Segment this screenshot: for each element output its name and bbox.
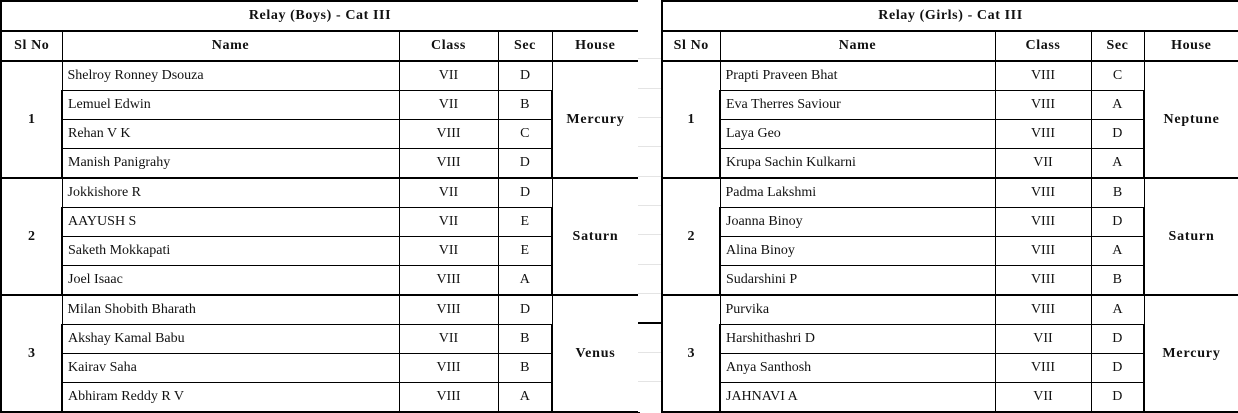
class-cell: VIII xyxy=(399,383,498,413)
gap-rule xyxy=(638,176,661,177)
col-header-house: House xyxy=(552,31,639,61)
name-cell: Padma Lakshmi xyxy=(720,178,995,208)
sec-cell: D xyxy=(1091,354,1144,383)
name-cell: Krupa Sachin Kulkarni xyxy=(720,149,995,179)
class-cell: VII xyxy=(399,61,498,91)
col-header-name: Name xyxy=(720,31,995,61)
name-cell: Prapti Praveen Bhat xyxy=(720,61,995,91)
girls-relay-table xyxy=(661,0,1238,413)
house-cell: Saturn xyxy=(1144,178,1238,295)
class-cell: VII xyxy=(995,325,1091,354)
sl-no-cell: 2 xyxy=(1,178,62,295)
gap-rule xyxy=(638,234,661,235)
class-cell: VIII xyxy=(399,295,498,325)
house-cell: Neptune xyxy=(1144,61,1238,178)
table-row xyxy=(1,91,639,120)
class-cell: VIII xyxy=(995,208,1091,237)
name-cell: Manish Panigrahy xyxy=(62,149,399,179)
house-cell: Mercury xyxy=(552,61,639,178)
table-row xyxy=(1,295,639,325)
col-header-class: Class xyxy=(399,31,498,61)
class-cell: VII xyxy=(399,208,498,237)
sl-no-cell: 2 xyxy=(662,178,720,295)
table-row xyxy=(1,354,639,383)
class-cell: VIII xyxy=(399,120,498,149)
sec-cell: D xyxy=(498,178,552,208)
name-cell: Harshithashri D xyxy=(720,325,995,354)
gap-rule xyxy=(638,146,661,147)
class-cell: VIII xyxy=(995,354,1091,383)
sec-cell: A xyxy=(1091,91,1144,120)
name-cell: Anya Santhosh xyxy=(720,354,995,383)
class-cell: VII xyxy=(995,149,1091,179)
table-row xyxy=(662,178,1238,208)
name-cell: Shelroy Ronney Dsouza xyxy=(62,61,399,91)
name-cell: Laya Geo xyxy=(720,120,995,149)
name-cell: Joel Isaac xyxy=(62,266,399,296)
table-gap xyxy=(638,0,661,412)
class-cell: VIII xyxy=(995,178,1091,208)
name-cell: Alina Binoy xyxy=(720,237,995,266)
table-row xyxy=(1,325,639,354)
gap-rule xyxy=(638,264,661,265)
table-row xyxy=(1,178,639,208)
sec-cell: A xyxy=(1091,149,1144,179)
class-cell: VIII xyxy=(995,237,1091,266)
name-cell: Saketh Mokkapati xyxy=(62,237,399,266)
gap-rule xyxy=(638,205,661,206)
sec-cell: A xyxy=(1091,237,1144,266)
table-row xyxy=(1,61,639,91)
sl-no-cell: 3 xyxy=(1,295,62,412)
sec-cell: C xyxy=(1091,61,1144,91)
gap-rule xyxy=(638,58,661,59)
sec-cell: D xyxy=(498,61,552,91)
name-cell: Rehan V K xyxy=(62,120,399,149)
table-row xyxy=(662,295,1238,325)
col-header-sl-no: Sl No xyxy=(1,31,62,61)
name-cell: Purvika xyxy=(720,295,995,325)
sl-no-cell: 1 xyxy=(662,61,720,178)
girls-table-title: Relay (Girls) - Cat III xyxy=(662,1,1238,31)
class-cell: VII xyxy=(399,178,498,208)
name-cell: Lemuel Edwin xyxy=(62,91,399,120)
class-cell: VIII xyxy=(995,120,1091,149)
gap-rule xyxy=(638,352,661,353)
name-cell: Joanna Binoy xyxy=(720,208,995,237)
sec-cell: B xyxy=(498,354,552,383)
class-cell: VII xyxy=(399,91,498,120)
sec-cell: E xyxy=(498,237,552,266)
sec-cell: D xyxy=(1091,383,1144,413)
boys-table-title: Relay (Boys) - Cat III xyxy=(1,1,639,31)
table-row xyxy=(1,266,639,296)
sec-cell: A xyxy=(1091,295,1144,325)
name-cell: Kairav Saha xyxy=(62,354,399,383)
house-cell: Mercury xyxy=(1144,295,1238,412)
name-cell: Sudarshini P xyxy=(720,266,995,296)
col-header-name: Name xyxy=(62,31,399,61)
name-cell: Jokkishore R xyxy=(62,178,399,208)
col-header-sec: Sec xyxy=(498,31,552,61)
class-cell: VIII xyxy=(399,354,498,383)
name-cell: AAYUSH S xyxy=(62,208,399,237)
class-cell: VIII xyxy=(399,266,498,296)
table-row xyxy=(1,149,639,179)
col-header-sec: Sec xyxy=(1091,31,1144,61)
sec-cell: D xyxy=(1091,208,1144,237)
name-cell: Akshay Kamal Babu xyxy=(62,325,399,354)
name-cell: Milan Shobith Bharath xyxy=(62,295,399,325)
house-cell: Venus xyxy=(552,295,639,412)
table-row xyxy=(662,61,1238,91)
sl-no-cell: 1 xyxy=(1,61,62,178)
gap-rule xyxy=(638,293,661,294)
sec-cell: D xyxy=(1091,120,1144,149)
col-header-house: House xyxy=(1144,31,1238,61)
table-row xyxy=(1,208,639,237)
class-cell: VIII xyxy=(995,295,1091,325)
class-cell: VII xyxy=(399,325,498,354)
sec-cell: B xyxy=(1091,266,1144,296)
sec-cell: D xyxy=(498,295,552,325)
sec-cell: A xyxy=(498,383,552,413)
sec-cell: D xyxy=(498,149,552,179)
class-cell: VII xyxy=(995,383,1091,413)
table-row xyxy=(1,383,639,413)
gap-rule xyxy=(638,117,661,118)
gap-rule xyxy=(638,88,661,89)
sec-cell: B xyxy=(498,325,552,354)
class-cell: VIII xyxy=(995,266,1091,296)
class-cell: VIII xyxy=(399,149,498,179)
sec-cell: B xyxy=(1091,178,1144,208)
sec-cell: A xyxy=(498,266,552,296)
sec-cell: D xyxy=(1091,325,1144,354)
sec-cell: E xyxy=(498,208,552,237)
sl-no-cell: 3 xyxy=(662,295,720,412)
gap-divider xyxy=(638,322,661,324)
table-row xyxy=(1,120,639,149)
class-cell: VIII xyxy=(995,91,1091,120)
name-cell: Eva Therres Saviour xyxy=(720,91,995,120)
gap-rule xyxy=(638,381,661,382)
col-header-class: Class xyxy=(995,31,1091,61)
class-cell: VIII xyxy=(995,61,1091,91)
name-cell: Abhiram Reddy R V xyxy=(62,383,399,413)
col-header-sl-no: Sl No xyxy=(662,31,720,61)
sec-cell: B xyxy=(498,91,552,120)
name-cell: JAHNAVI A xyxy=(720,383,995,413)
table-row xyxy=(1,237,639,266)
class-cell: VII xyxy=(399,237,498,266)
house-cell: Saturn xyxy=(552,178,639,295)
sec-cell: C xyxy=(498,120,552,149)
